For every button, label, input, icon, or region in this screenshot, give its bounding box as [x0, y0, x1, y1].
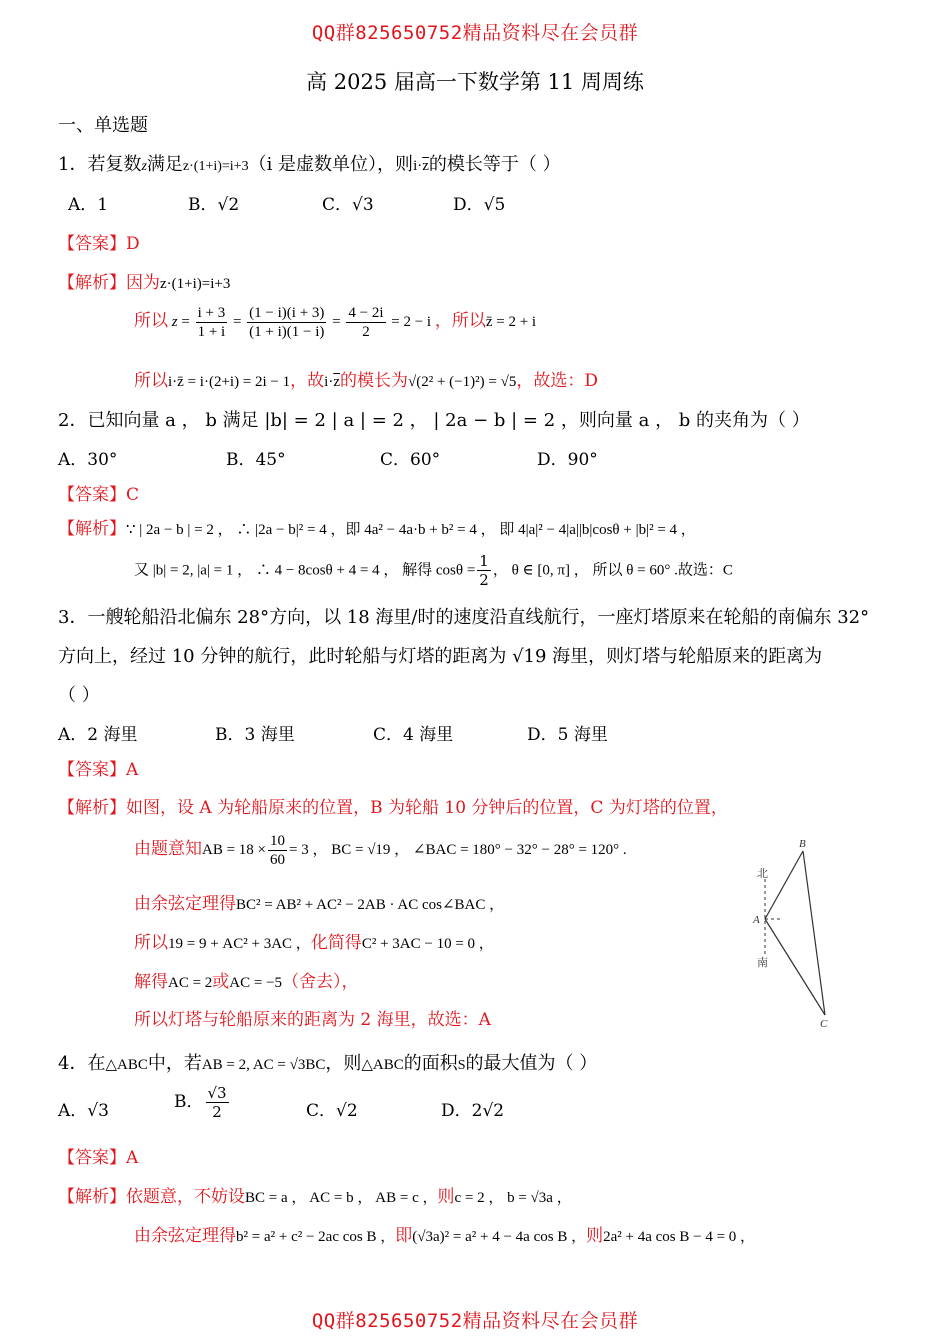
side-ac — [765, 919, 825, 1015]
q2-analysis-line-2: 又 |b| = 2, |a| = 1 ， ∴ 4 − 8cosθ + 4 = 4 ， 解得 cosθ = $\frac{1}{2}$ ， θ ∈ [0, π] ， 所以 θ = 60° .故选：C — [134, 552, 733, 589]
page-title: 高 2025 届高一下数学第 11 周周练 — [306, 70, 644, 94]
q1-analysis-line-2: 所以 z = $\frac{i + 3}{1 + i}$ = $\frac{(1 - i)(i + 3)}{(1 + i)(1 - i)}$ = $\frac{4 - 2i}{2}$ = 2 − i ，所以z̄ = 2 + i — [134, 305, 537, 340]
question-4-stem: 4．在△ABC中，若AB = 2, AC = √3BC，则△ABC的面积S的最大值为（ ） — [58, 1053, 598, 1074]
q4-option-c: C．√2 — [306, 1101, 358, 1121]
q4-analysis-line-1: 【解析】依题意，不妨设BC = a ， AC = b ， AB = c ，则c = 2 ， b = √3a ， — [58, 1187, 572, 1207]
q3-option-c: C．4 海里 — [373, 725, 454, 745]
q4-option-b: B． $\frac{√3}{2}$ — [174, 1084, 227, 1121]
q3-analysis-line-4: 所以19 = 9 + AC² + 3AC ，化简得C² + 3AC − 10 = 0 ， — [134, 933, 494, 953]
q3-option-d: D．5 海里 — [527, 725, 608, 745]
watermark-top: QQ群825650752精品资料尽在会员群 — [311, 22, 639, 44]
q2-answer: 【答案】C — [58, 485, 140, 505]
q3-analysis-line-2: 由题意知AB = 18 × $\frac{10}{60}$ = 3 ， BC = √19 ， ∠BAC = 180° − 32° − 28° = 120° . — [134, 833, 627, 868]
q4-option-a: A．√3 — [58, 1101, 109, 1121]
q3-triangle-figure — [745, 833, 845, 1033]
q3-option-b: B．3 海里 — [215, 725, 295, 745]
question-3-stem-line-3: （ ） — [58, 685, 100, 706]
q2-option-c: C．60° — [380, 450, 441, 470]
q1-analysis-line-3: 所以i·z̄ = i·(2+i) = 2i − 1，故$i\cdot\overline{z}$的模长为√(2² + (−1)²) = √5，故选：D — [134, 371, 598, 391]
q1-answer: 【答案】D — [58, 234, 140, 254]
q4-option-d: D．2√2 — [441, 1101, 505, 1121]
q2-option-b: B．45° — [226, 450, 286, 470]
q3-answer: 【答案】A — [58, 760, 139, 780]
section-heading: 一、单选题 — [58, 115, 148, 136]
south-label: 南 — [757, 956, 768, 969]
q1-option-a: A．1 — [68, 195, 109, 215]
q2-analysis-line-1: 【解析】∵ | 2a − b | = 2 ， ∴ |2a − b|² = 4 ，即 4a² − 4a·b + b² = 4 ， 即 4|a|² − 4|a||b|cosθ + |b|² = 4 ， — [58, 519, 696, 539]
q1-option-c: C．√3 — [322, 195, 374, 215]
q1-option-b: B．√2 — [188, 195, 240, 215]
q2-option-a: A．30° — [58, 450, 118, 470]
q3-analysis-line-3: 由余弦定理得BC² = AB² + AC² − 2AB · AC cos∠BAC ， — [134, 894, 505, 914]
q1-option-d: D．√5 — [453, 195, 506, 215]
question-3-stem-line-1: 3．一艘轮船沿北偏东 28°方向，以 18 海里/时的速度沿直线航行，一座灯塔原来在轮船的南偏东 32° — [58, 607, 870, 628]
q3-analysis-line-5: 解得AC = 2或AC = −5（舍去）， — [134, 972, 359, 992]
q3-analysis-line-1: 【解析】如图，设 A 为轮船原来的位置，B 为轮船 10 分钟后的位置，C 为灯塔的位置， — [58, 798, 728, 818]
watermark-bottom: QQ群825650752精品资料尽在会员群 — [311, 1310, 639, 1332]
point-b-label: B — [799, 838, 806, 850]
question-3-stem-line-2: 方向上，经过 10 分钟的航行，此时轮船与灯塔的距离为 √19 海里，则灯塔与轮船原来的距离为 — [58, 646, 823, 667]
q2-option-d: D．90° — [537, 450, 598, 470]
point-a-label: A — [753, 914, 760, 926]
q1-analysis-line-1: 【解析】因为z·(1+i)=i+3 — [58, 273, 231, 293]
side-bc — [803, 851, 825, 1015]
side-ab — [765, 851, 803, 919]
q4-analysis-line-2: 由余弦定理得b² = a² + c² − 2ac cos B ，即(√3a)² = a² + 4 − 4a cos B ，则2a² + 4a cos B − 4 = 0 ， — [134, 1226, 756, 1246]
question-2-stem: 2．已知向量 a ， b 满足 |b| = 2 | a | = 2 ， | 2a − b | = 2 ，则向量 a ， b 的夹角为（ ） — [58, 410, 810, 431]
north-label: 北 — [757, 867, 768, 880]
point-c-label: C — [820, 1018, 828, 1030]
q3-analysis-line-6: 所以灯塔与轮船原来的距离为 2 海里，故选：A — [134, 1010, 491, 1030]
q3-option-a: A．2 海里 — [58, 725, 138, 745]
question-1-stem: 1．若复数z满足z·(1+i)=i+3（i 是虚数单位），则$i\cdot\overline{z}$的模长等于（ ） — [58, 154, 561, 175]
q4-answer: 【答案】A — [58, 1148, 139, 1168]
